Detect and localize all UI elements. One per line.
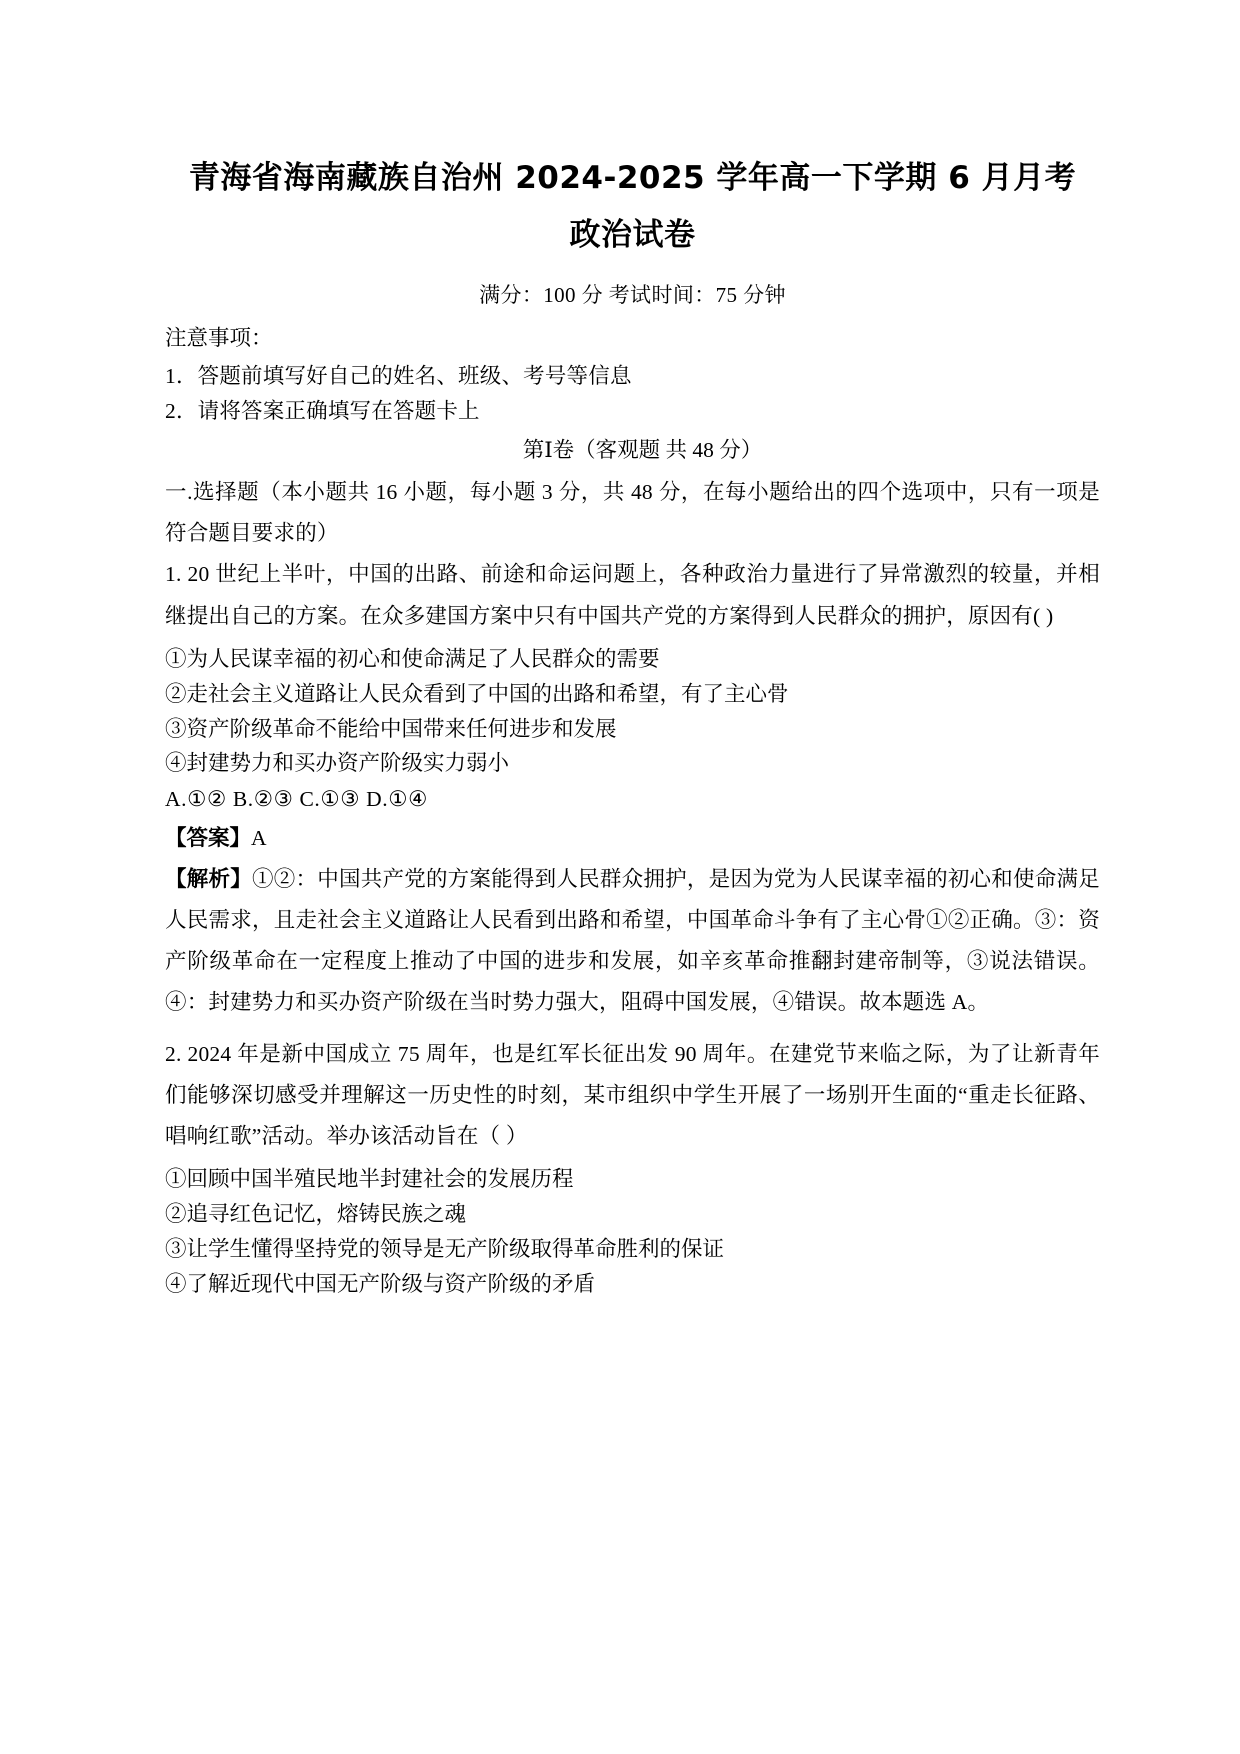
exam-scoring-info: 满分：100 分 考试时间：75 分钟	[479, 282, 786, 307]
question-1-option-1: ①为人民谋幸福的初心和使命满足了人民群众的需要	[165, 646, 660, 671]
page-title-line-2: 政治试卷	[569, 217, 696, 254]
answer-value: A	[251, 825, 267, 850]
note-item-1: 1．答题前填写好自己的姓名、班级、考号等信息	[165, 364, 632, 389]
analysis-label: 【解析】	[165, 866, 252, 891]
question-1-stem: 1. 20 世纪上半叶，中国的出路、前途和命运问题上，各种政治力量进行了异常激烈的较量，并相继提出自己的方案。在众多建国方案中只有中国共产党的方案得到人民群众的拥护，原因有( )	[165, 562, 1100, 628]
page-title-line-1: 青海省海南藏族自治州 2024-2025 学年高一下学期 6 月月考	[188, 160, 1077, 196]
section-instruction: 一.选择题（本小题共 16 小题，每小题 3 分，共 48 分，在每小题给出的四个选项中，只有一项是符合题目要求的）	[165, 479, 1100, 546]
question-1	[165, 554, 1100, 1023]
question-1-option-4: ④封建势力和买办资产阶级实力弱小	[165, 751, 510, 776]
note-item-2: 2．请将答案正确填写在答题卡上	[165, 398, 480, 423]
question-1-option-2: ②走社会主义道路让人民众看到了中国的出路和希望，有了主心骨	[165, 681, 789, 706]
analysis-text: ①②：中国共产党的方案能得到人民群众拥护，是因为党为人民谋幸福的初心和使命满足人民需求，且走社会主义道路让人民看到出路和希望，中国革命斗争有了主心骨①②正确。③：资产阶级革命在一定程度上推动了中国的进步和发展，如辛亥革命推翻封建帝制等，③说法错误。④：封建势力和买办资产阶级在当时势力强大，阻碍中国发展，④错误。故本题选 A。	[165, 866, 1100, 1015]
question-2	[165, 1034, 1100, 1302]
page-title	[165, 150, 1100, 265]
question-1-choices: A.①② B.②③ C.①③ D.①④	[165, 787, 428, 812]
notes-heading: 注意事项：	[165, 326, 273, 351]
question-2-stem: 2. 2024 年是新中国成立 75 周年，也是红军长征出发 90 周年。在建党节来临之际，为了让新青年们能够深切感受并理解这一历史性的时刻，某市组织中学生开展了一场别开生面的“重走长征路、唱响红歌”活动。举办该活动旨在（ ）	[165, 1041, 1100, 1149]
spacer	[165, 1024, 1100, 1034]
question-1-analysis	[165, 859, 1100, 1024]
answer-label: 【答案】	[165, 825, 252, 850]
question-2-option-1: ①回顾中国半殖民地半封建社会的发展历程	[165, 1167, 574, 1192]
question-1-option-3: ③资产阶级革命不能给中国带来任何进步和发展	[165, 716, 617, 741]
question-2-option-2: ②追寻红色记忆，熔铸民族之魂	[165, 1202, 467, 1227]
question-2-option-3: ③让学生懂得坚持党的领导是无产阶级取得革命胜利的保证	[165, 1237, 725, 1262]
question-1-answer	[165, 819, 1100, 859]
question-2-option-4: ④了解近现代中国无产阶级与资产阶级的矛盾	[165, 1271, 596, 1296]
part-heading: 第Ⅰ卷（客观题 共 48 分）	[522, 437, 763, 462]
